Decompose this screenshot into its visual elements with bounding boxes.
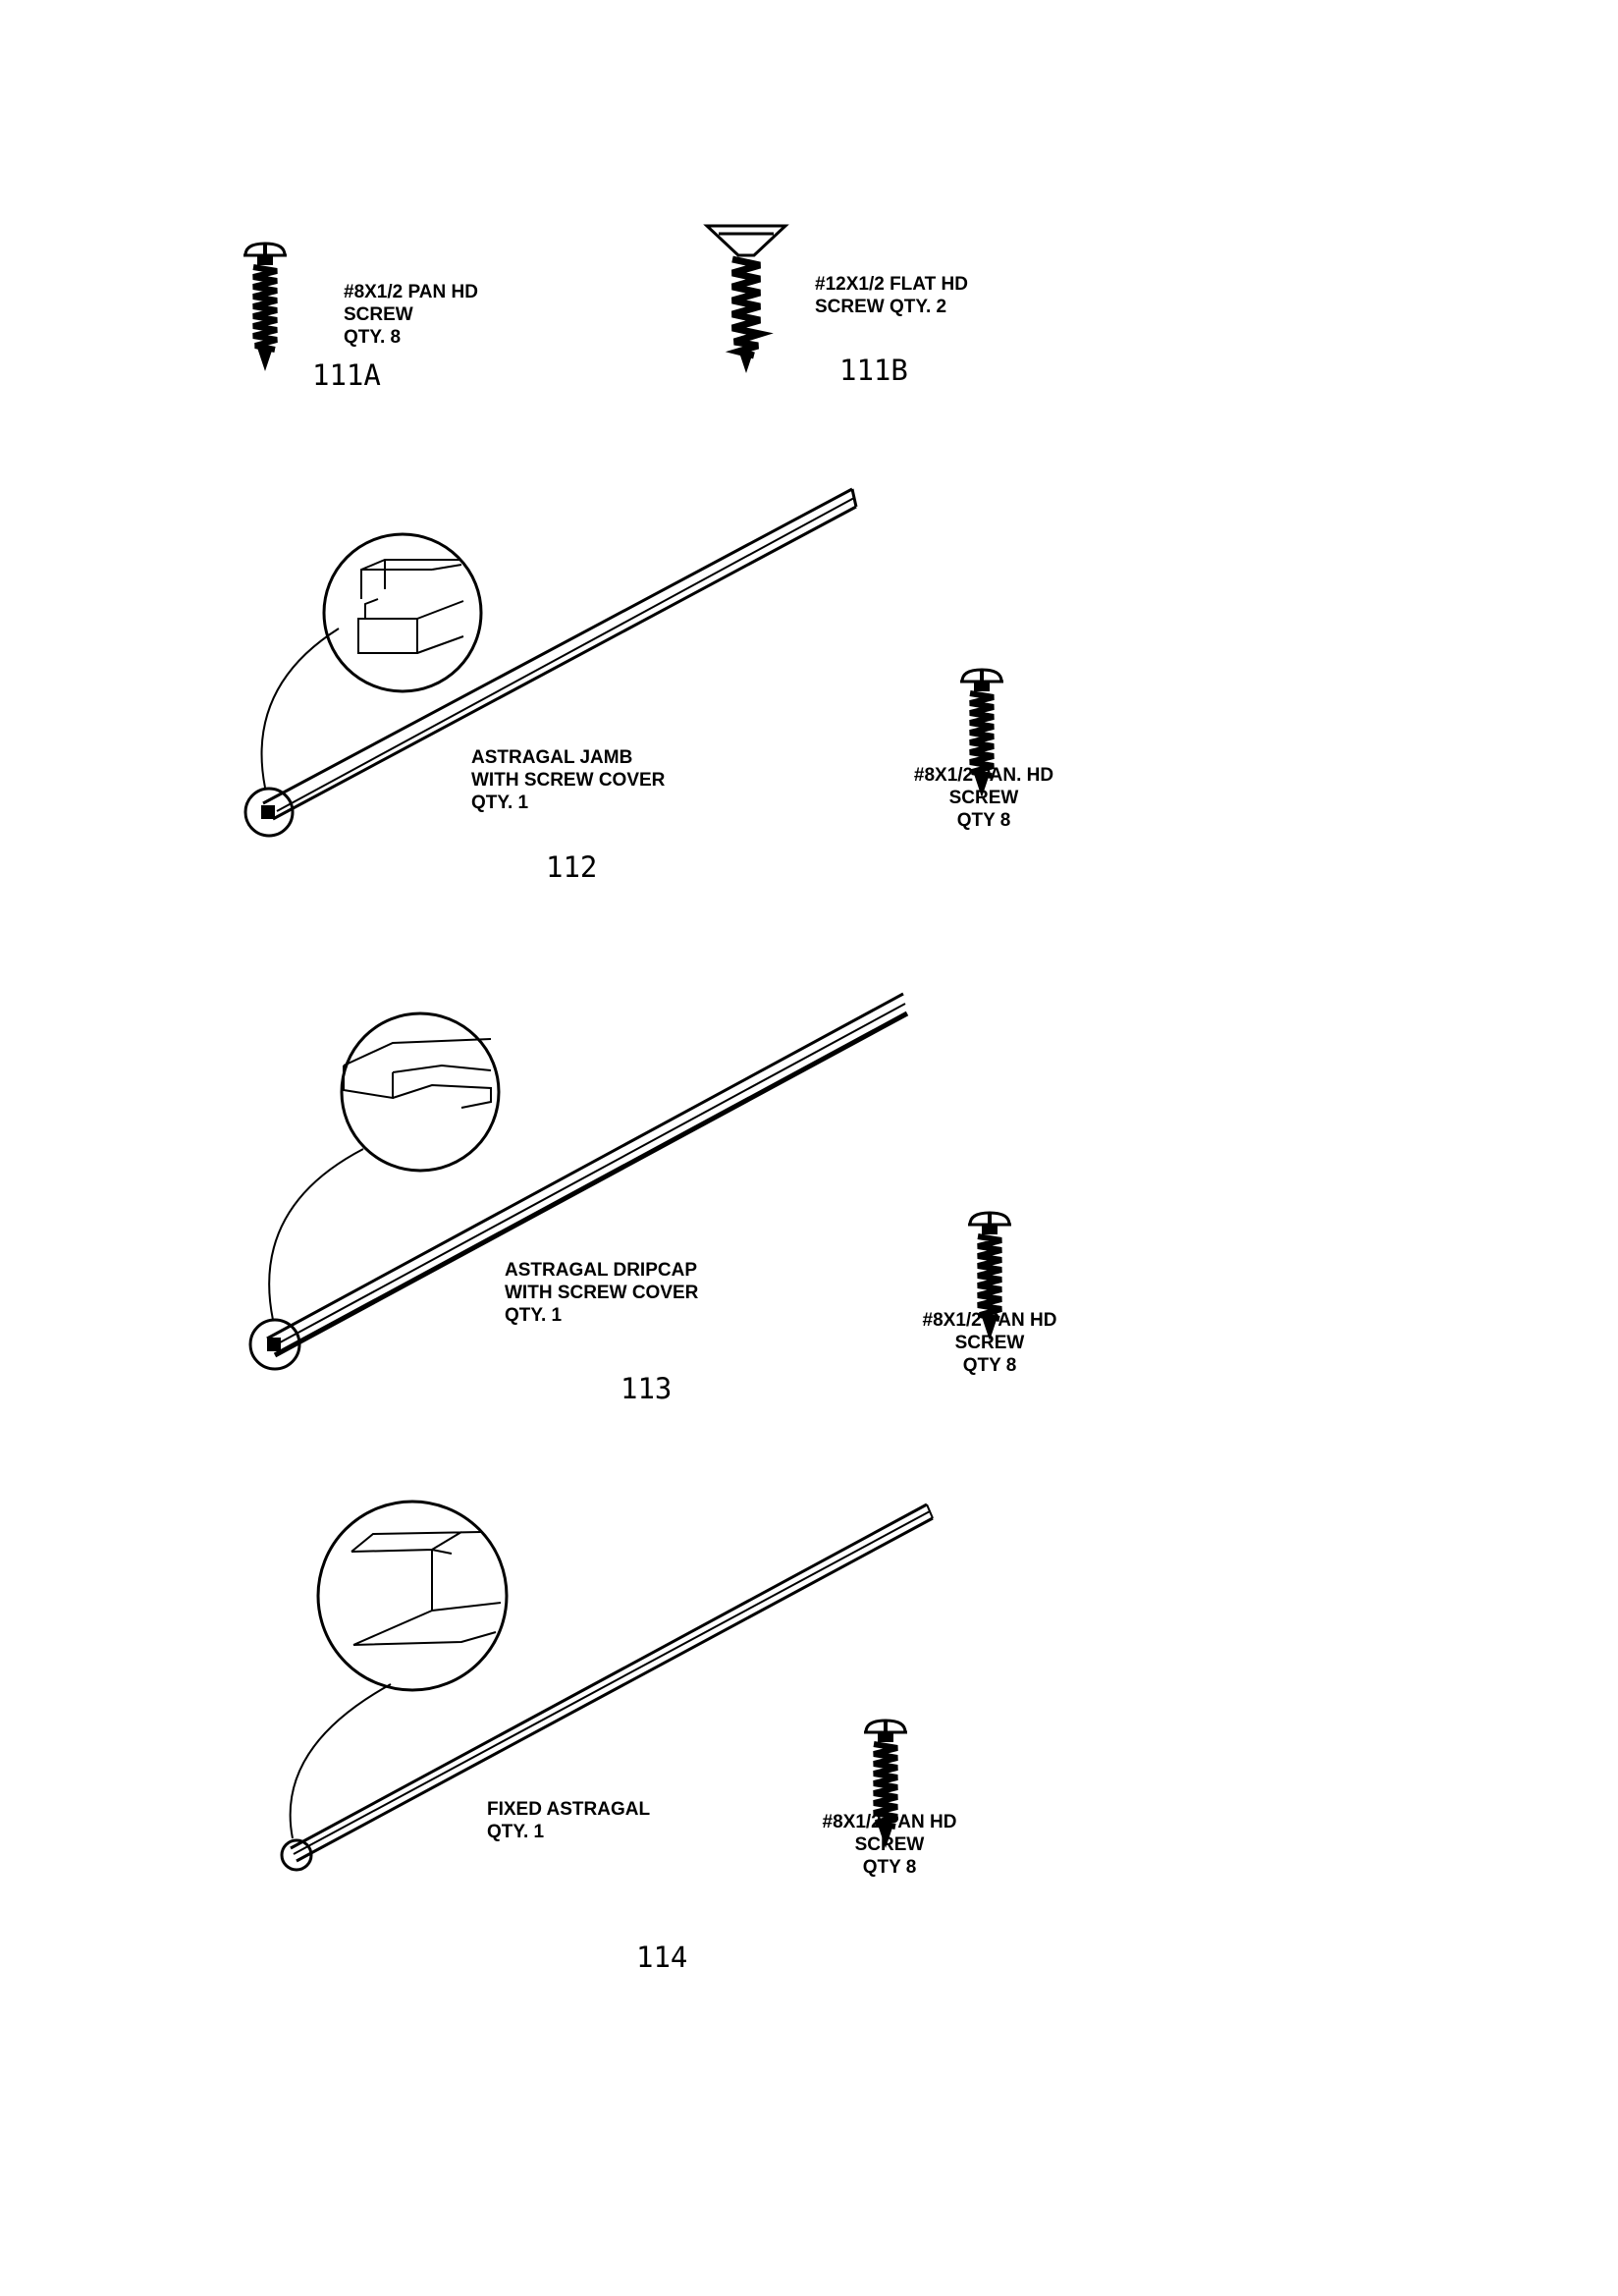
part-label-line: FIXED ASTRAGAL (487, 1799, 651, 1820)
part-label-line: SCREW (344, 304, 413, 325)
part-label-line: QTY. 1 (471, 793, 529, 813)
screw-label-line: QTY 8 (862, 1857, 917, 1878)
part-number: 112 (546, 850, 598, 884)
pan-head-screw-icon (243, 244, 287, 371)
part-label-line: WITH SCREW COVER (471, 770, 666, 791)
screw-label-line: SCREW (854, 1834, 925, 1855)
part-label-line: #12X1/2 FLAT HD (815, 274, 968, 295)
part-label-line: #8X1/2 PAN HD (344, 282, 478, 302)
part-114 (282, 1502, 956, 1974)
part-label-line: ASTRAGAL JAMB (471, 747, 633, 768)
part-label-line: WITH SCREW COVER (505, 1283, 699, 1303)
screw-label-line: QTY 8 (962, 1355, 1017, 1376)
astragal-dripcap-icon (250, 994, 907, 1369)
part-number: 114 (636, 1941, 688, 1974)
part-number: 111B (839, 354, 908, 387)
part-label-line: ASTRAGAL DRIPCAP (505, 1260, 697, 1281)
screw-label-line: #8X1/2 PAN HD (922, 1310, 1057, 1331)
screw-label-line: #8X1/2 PAN. HD (913, 765, 1054, 786)
part-number: 113 (620, 1372, 673, 1405)
part-number: 111A (312, 358, 381, 392)
screw-label-line: QTY 8 (956, 810, 1011, 831)
part-label-line: SCREW QTY. 2 (815, 297, 947, 317)
part-label-line: QTY. 1 (487, 1822, 545, 1842)
part-111a (243, 244, 478, 392)
screw-label-line: #8X1/2 PAN HD (822, 1812, 957, 1832)
part-label-line: QTY. 1 (505, 1305, 563, 1326)
part-111b (707, 226, 968, 387)
screw-label-line: SCREW (954, 1333, 1025, 1353)
part-label-line: QTY. 8 (344, 327, 402, 348)
part-112 (245, 489, 1053, 884)
flat-head-screw-icon (707, 226, 785, 373)
screw-label-line: SCREW (948, 788, 1019, 808)
part-113 (250, 994, 1056, 1405)
